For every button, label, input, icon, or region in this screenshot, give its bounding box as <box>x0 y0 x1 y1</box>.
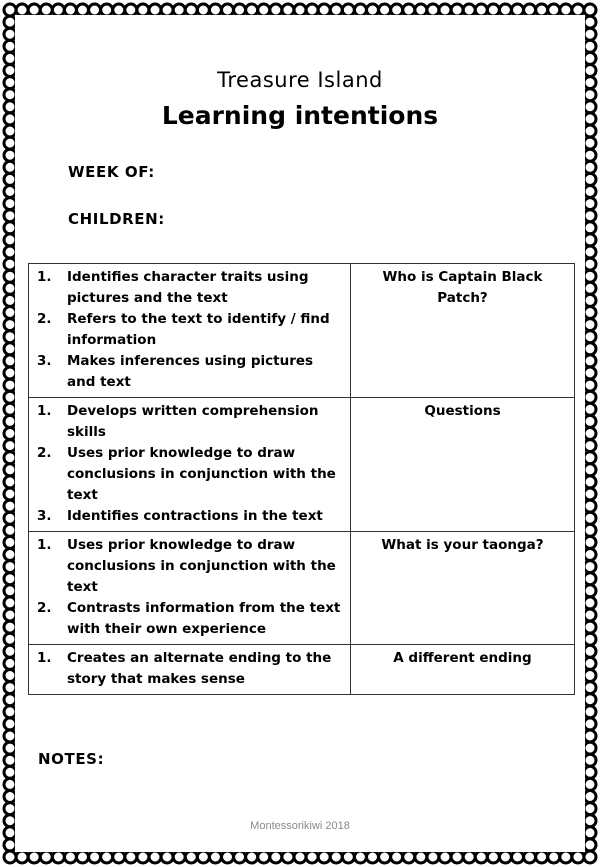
item-number: 2. <box>37 445 52 461</box>
item-number: 3. <box>37 353 52 369</box>
item-number: 2. <box>37 600 52 616</box>
item-text: Makes inferences using pictures and text <box>67 353 314 390</box>
item-number: 1. <box>37 269 52 285</box>
table-row <box>29 532 575 645</box>
list-item <box>37 309 342 351</box>
topic-cell: A different ending <box>351 645 575 695</box>
item-text: Contrasts information from the text with their own experience <box>67 600 341 637</box>
children-label: CHILDREN: <box>68 210 165 228</box>
item-number: 3. <box>37 508 52 524</box>
list-item <box>37 351 342 393</box>
list-item <box>37 648 342 690</box>
item-text: Identifies contractions in the text <box>67 508 323 524</box>
item-text: Uses prior knowledge to draw conclusions in conjunction with the text <box>67 445 336 503</box>
item-text: Develops written comprehension skills <box>67 403 319 440</box>
topic-cell: Who is Captain Black Patch? <box>351 264 575 398</box>
item-number: 1. <box>37 537 52 553</box>
table-row <box>29 264 575 398</box>
list-item <box>37 401 342 443</box>
table-row <box>29 645 575 695</box>
footer-credit: Montessorikiwi 2018 <box>250 820 350 832</box>
item-text: Creates an alternate ending to the story that makes sense <box>67 650 332 687</box>
list-item <box>37 535 342 598</box>
list-item <box>37 506 342 527</box>
item-number: 2. <box>37 311 52 327</box>
list-item <box>37 598 342 640</box>
topic-cell: Questions <box>351 398 575 532</box>
learning-intentions-table <box>28 263 575 695</box>
intentions-cell <box>29 264 351 398</box>
document-subtitle: Learning intentions <box>161 101 439 130</box>
list-item <box>37 443 342 506</box>
item-text: Identifies character traits using pictures and the text <box>67 269 309 306</box>
item-number: 1. <box>37 403 52 419</box>
intentions-cell <box>29 532 351 645</box>
topic-cell: What is your taonga? <box>351 532 575 645</box>
intentions-cell <box>29 645 351 695</box>
document-title: Treasure Island <box>217 68 383 92</box>
list-item <box>37 267 342 309</box>
notes-label: NOTES: <box>38 750 105 768</box>
item-number: 1. <box>37 650 52 666</box>
item-text: Uses prior knowledge to draw conclusions in conjunction with the text <box>67 537 336 595</box>
table-row <box>29 398 575 532</box>
intentions-cell <box>29 398 351 532</box>
week-of-label: WEEK OF: <box>68 163 155 181</box>
item-text: Refers to the text to identify / find information <box>67 311 330 348</box>
